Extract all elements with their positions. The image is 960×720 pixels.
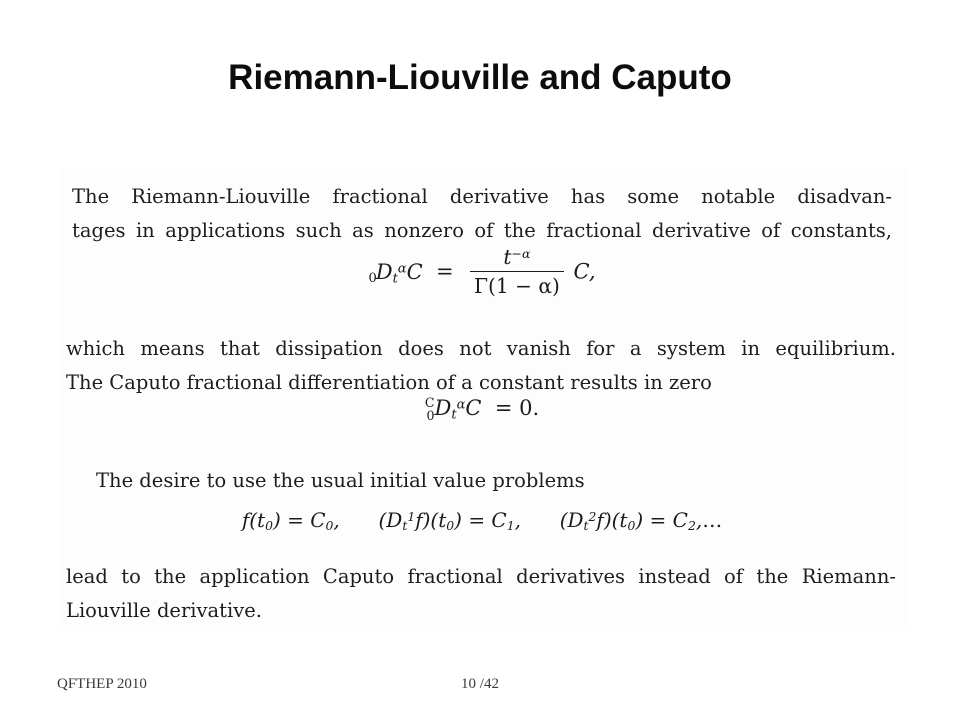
caputo-left-indices: C 0 — [424, 395, 435, 424]
paragraph-2-line-1: which means that dissipation does not vanish for a system in equilibrium. — [66, 337, 896, 360]
page-title: Riemann-Liouville and Caputo — [228, 58, 732, 97]
equation-initial-values: $f(t_0) = C_0$, $(D_t^1f)(t_0) = C_1$, $(D_t^2f)(t_0)$ = $C_2,\dots$ — [241, 508, 723, 534]
paragraph-1-line-2: tages in applications such as nonzero of the fractional derivative of constants, — [72, 218, 892, 242]
paragraph-4-line-1: lead to the application Caputo fractional derivatives instead of the Riemann- — [66, 565, 896, 588]
paragraph-4 — [66, 560, 896, 627]
paragraph-3: The desire to use the usual initial value problems — [96, 469, 585, 492]
equation-caputo-constant: C 0 $D_t^\alpha C = 0$. — [424, 395, 540, 424]
math-content-block — [58, 168, 906, 630]
footer-page-number: 10 /42 — [461, 676, 499, 692]
paragraph-4-line-2: Liouville derivative. — [66, 598, 262, 622]
paragraph-2-line-2: The Caputo fractional differentiation of a constant results in zero — [66, 370, 712, 394]
equation-riemann-liouville-constant: $0D_t^\alpha C$ = $\frac{t^{-\alpha}}{\Gamma(1 - \alpha)}$ C, — [368, 245, 596, 299]
paragraph-1-line-1: The Riemann-Liouville fractional derivative has some notable disadvan- — [72, 185, 892, 208]
footer-conference-label: QFTHEP 2010 — [57, 676, 147, 692]
paragraph-2 — [66, 332, 896, 399]
paragraph-1 — [72, 180, 892, 247]
